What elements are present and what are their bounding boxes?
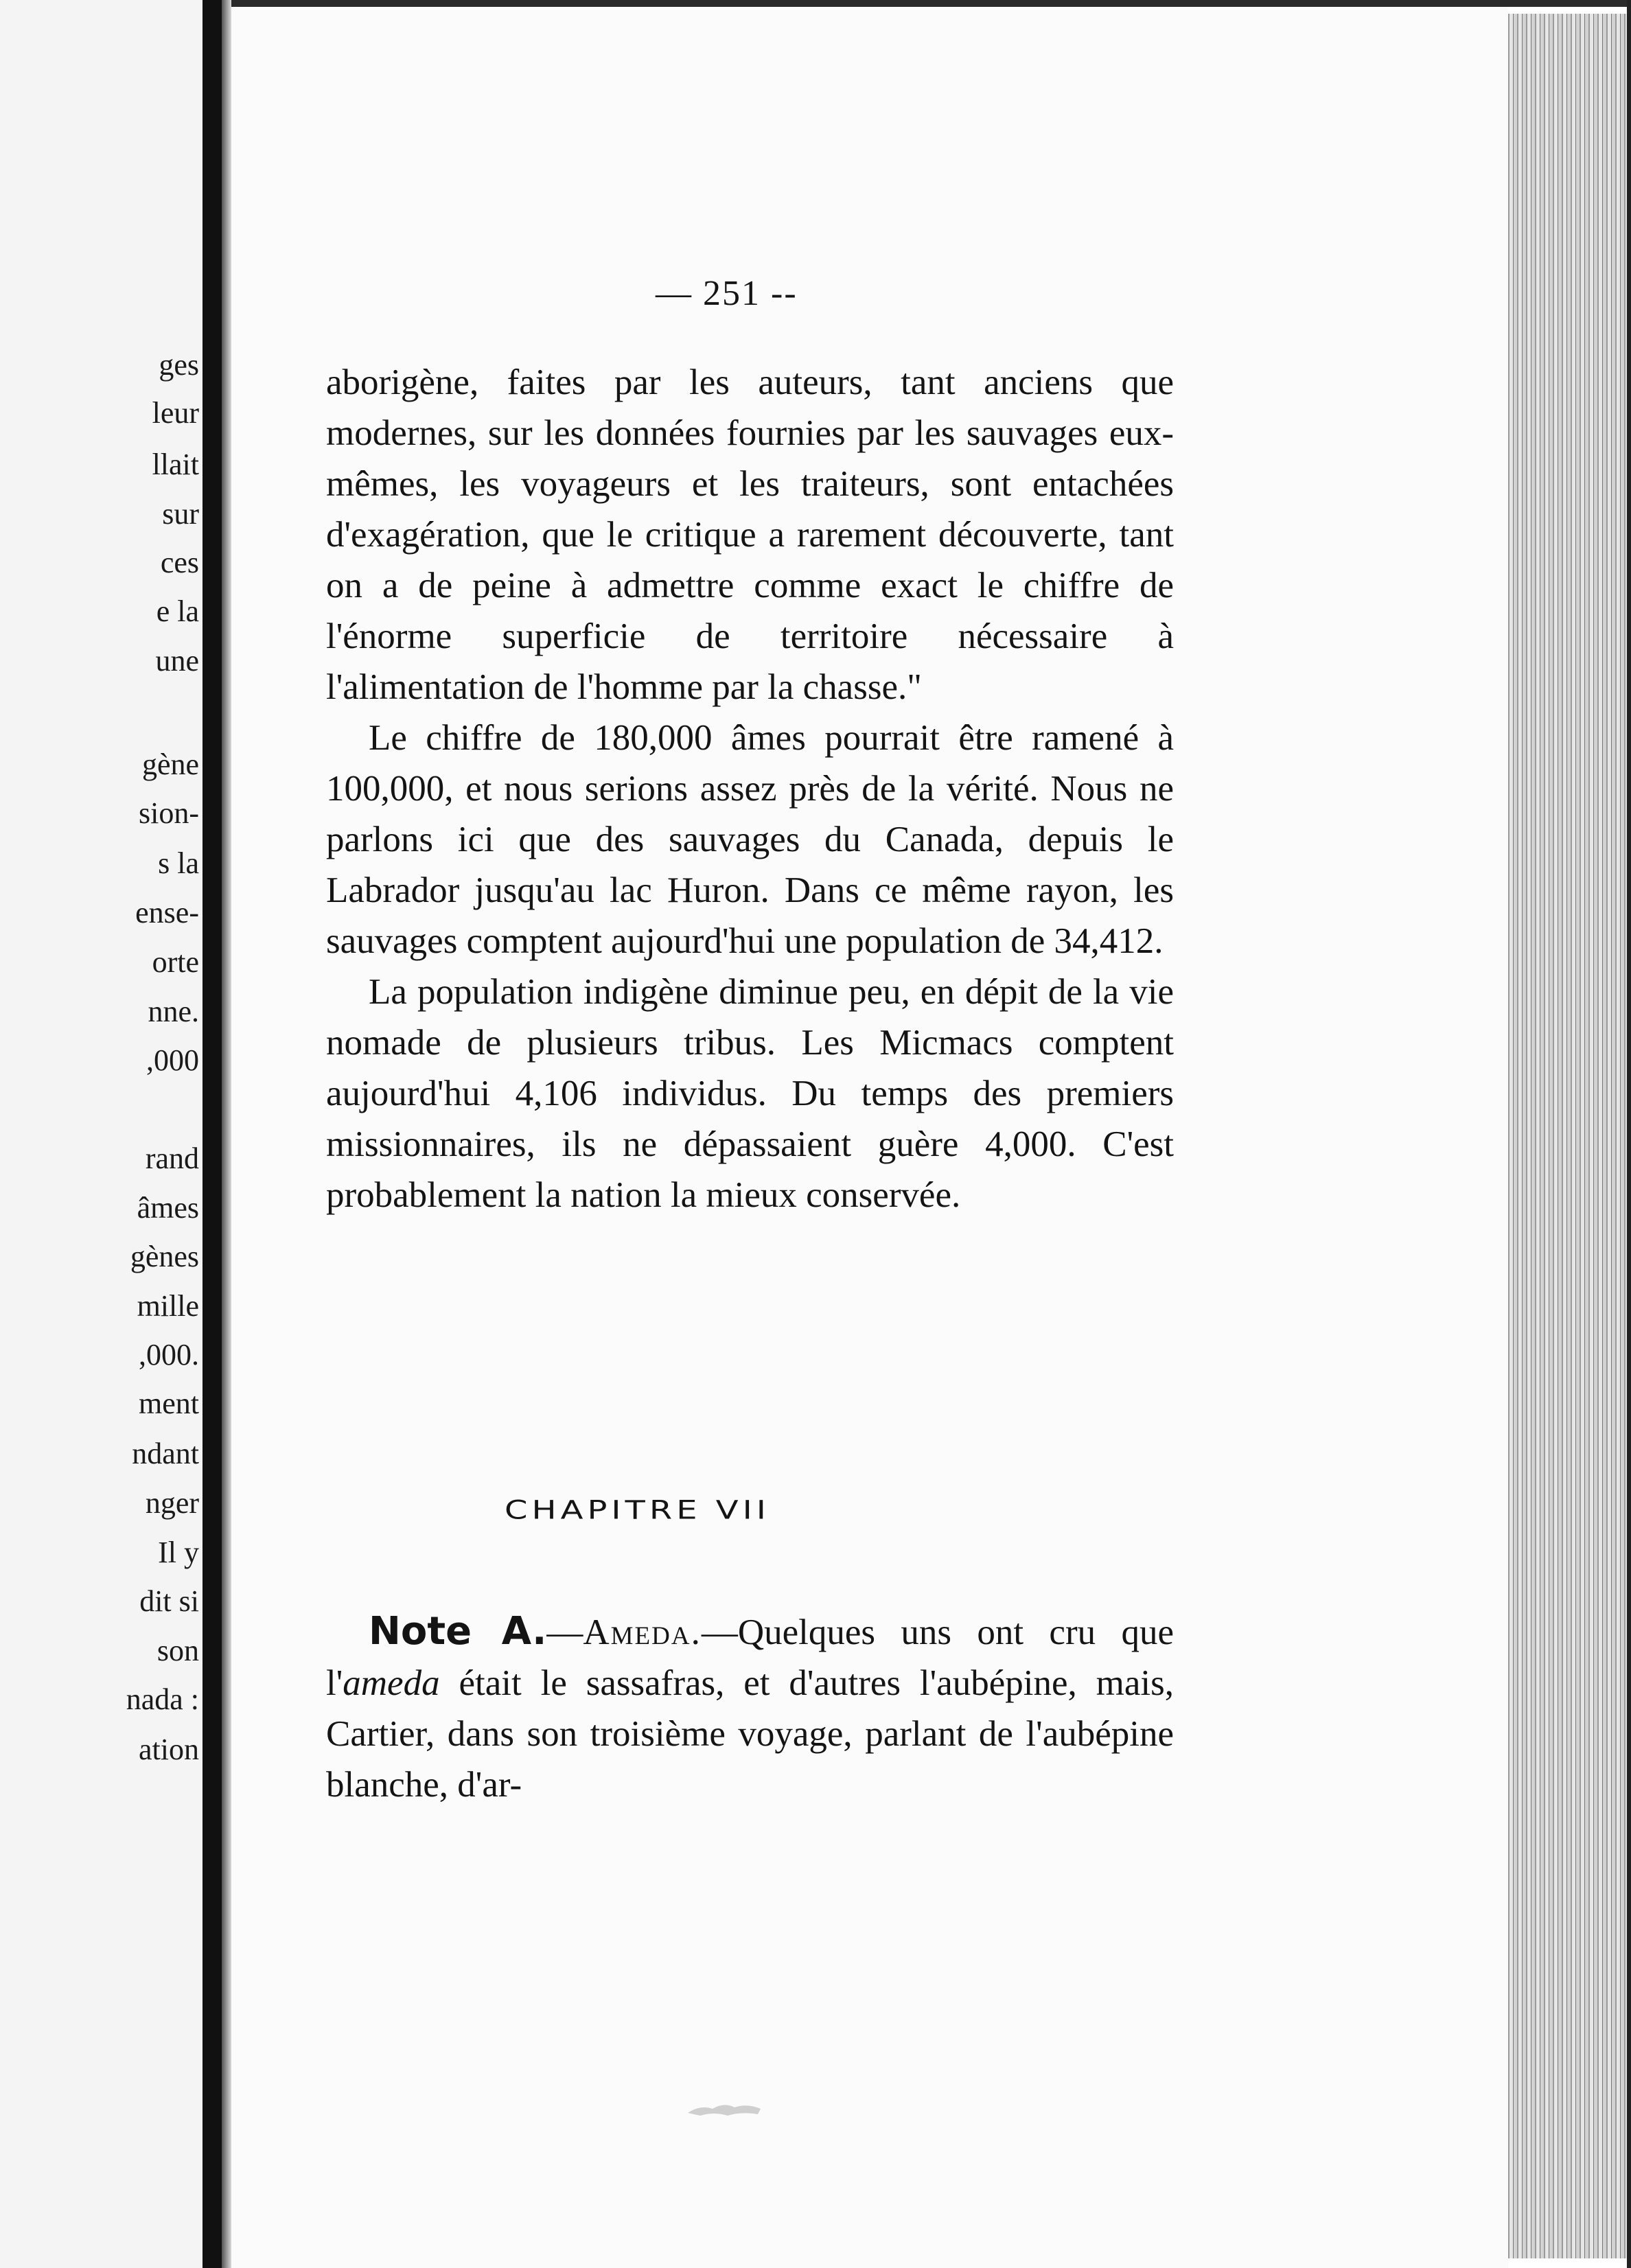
note-dash-2: — xyxy=(701,1612,738,1652)
page-edge-stack xyxy=(1508,14,1631,2258)
left-page-fragment: e la xyxy=(156,594,199,628)
left-page-fragment: ation xyxy=(139,1733,199,1766)
left-page-fragment: âmes xyxy=(137,1191,199,1225)
left-page-fragment: orte xyxy=(152,945,199,979)
note-italic-word: ameda xyxy=(343,1663,440,1703)
note-keyword: Ameda. xyxy=(583,1612,702,1652)
note-text-part-2: était le sassafras, et d'autres l'aubépine, mais, Cartier, dans son troisième voyage, parlant de l'aubépine blanche, d'ar- xyxy=(326,1663,1174,1805)
left-page-fragment: gènes xyxy=(130,1240,199,1273)
page-number: — 251 -- xyxy=(656,274,798,313)
left-page-fragment: son xyxy=(157,1634,199,1667)
left-page-fragment: gène xyxy=(141,748,199,781)
left-page-fragment: ndant xyxy=(132,1437,199,1470)
paragraph-3: La population indigène diminue peu, en dépit de la vie nomade de plusieurs tribus. Les Micmacs comptent aujourd'hui 4,106 individus. Du temps des premiers missionnaires, ils ne dépassaient guère 4,000. C'est probablement la nation la mieux conservée. xyxy=(326,972,1174,1215)
left-page-fragment: rand xyxy=(145,1142,199,1175)
right-edge-shadow xyxy=(1627,0,1631,2268)
paragraph-1: aborigène, faites par les auteurs, tant anciens que modernes, sur les données fournies par les sauvages eux-mêmes, les voyageurs et les traiteurs, sont entachées d'exagération, que le critique a rarement découverte, tant on a de peine à admettre comme exact le chiffre de l'énorme superficie de territoire nécessaire à l'alimentation de l'homme par la chasse." xyxy=(326,362,1174,707)
left-page-fragment: ,000 xyxy=(146,1043,199,1077)
ink-smudge xyxy=(686,2099,762,2117)
chapter-title: CHAPITRE VII xyxy=(505,1495,770,1525)
left-page-fragment: Il y xyxy=(158,1536,199,1569)
note-text-part-1: Quelques uns ont cru que l' xyxy=(326,1612,1174,1703)
body-text xyxy=(326,357,1174,1220)
left-page-fragment: ges xyxy=(159,348,199,382)
left-page-fragment: leur xyxy=(152,396,199,430)
left-page-fragment: sion- xyxy=(139,796,199,830)
left-page-fragment: llait xyxy=(152,448,199,481)
left-page-fragment: ,000. xyxy=(139,1338,199,1372)
left-page-fragment: dit si xyxy=(139,1584,199,1618)
note-label: Note A. xyxy=(369,1609,547,1654)
top-edge-shadow xyxy=(231,0,1631,7)
paragraph-2: Le chiffre de 180,000 âmes pourrait être ramené à 100,000, et nous serions assez près de la vérité. Nous ne parlons ici que des sauvages du Canada, depuis le Labrador jusqu'au lac Huron. Dans ce même rayon, les sauvages comptent aujourd'hui une population de 34,412. xyxy=(326,718,1174,961)
left-page-fragment: ces xyxy=(160,546,199,579)
left-page-fragment: mille xyxy=(137,1289,199,1323)
left-page-fragment: nger xyxy=(145,1486,199,1520)
gutter-shadow xyxy=(222,0,231,2268)
note-a xyxy=(326,1606,1174,1810)
left-page-fragment: sur xyxy=(162,497,199,531)
left-page-fragment: nada : xyxy=(126,1682,199,1716)
left-page-fragment: s la xyxy=(158,846,199,880)
left-facing-page xyxy=(0,0,206,2268)
left-page-fragment: ment xyxy=(139,1387,199,1420)
book-gutter xyxy=(203,0,222,2268)
left-page-fragment: ense- xyxy=(135,896,199,929)
left-page-fragment: nne. xyxy=(148,995,199,1028)
left-page-fragment: une xyxy=(155,644,199,678)
note-dash-1: — xyxy=(546,1612,583,1652)
